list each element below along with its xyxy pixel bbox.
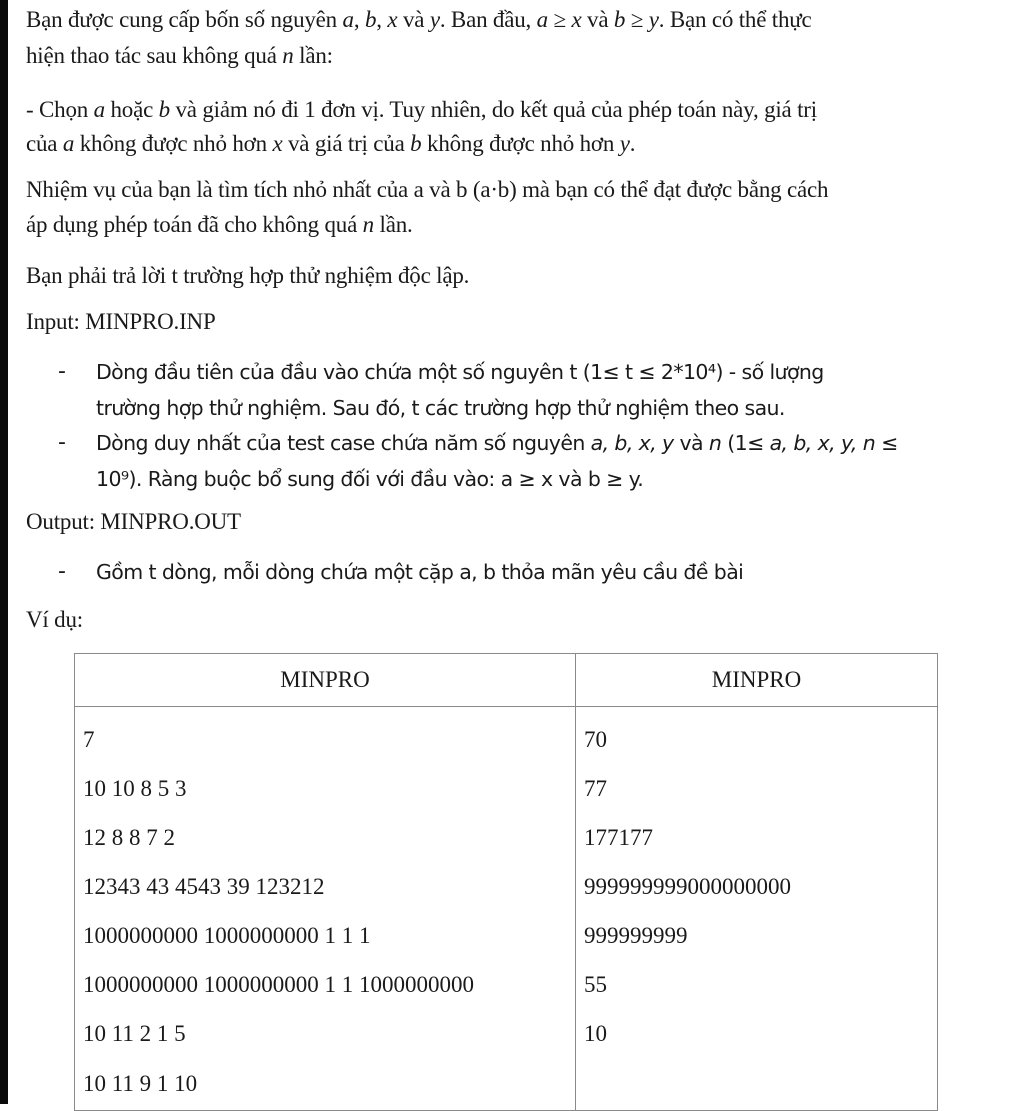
text: áp dụng phép toán đã cho không quá [26,212,363,237]
table-row [75,862,938,911]
text: và [581,7,614,32]
example-table [74,653,938,1111]
intro-line-1 [26,2,812,38]
input-cell: 1000000000 1000000000 1 1 1 [75,911,576,960]
range-vars: a, b, x, y, n [769,431,876,455]
task-line-1: Nhiệm vụ của bạn là tìm tích nhỏ nhất của a và b (a·b) mà bạn có thể đạt được bằng cách [26,177,829,202]
vars: a, b, x, y [590,431,674,455]
var-x: x [387,7,398,32]
task-line-2 [26,207,413,243]
var-n: n [282,43,294,68]
var-b: b [410,131,422,156]
bullet: - [58,430,66,455]
intro-line-2 [26,38,333,74]
text: lần. [373,212,413,237]
condition-b-y: b ≥ y [613,7,659,32]
output-cell: 177177 [576,813,938,862]
var-n: n [362,212,374,237]
example-label: Ví dụ: [26,607,83,632]
output-cell: 999999999000000000 [576,862,938,911]
input-cell: 10 11 9 1 10 [75,1058,576,1111]
table-header-row [75,654,938,707]
text: (1≤ [721,431,770,455]
output-item-1-text: Gồm t dòng, mỗi dòng chứa một cặp a, b thỏa mãn yêu cầu đề bài [96,560,744,584]
column-header-output: MINPRO [576,654,938,707]
var-a: a [342,7,354,32]
input-cell: 1000000000 1000000000 1 1 1000000000 [75,960,576,1009]
output-cell: 55 [576,960,938,1009]
var-a: a [93,97,105,122]
text: và [673,431,709,455]
bullet: - [58,559,66,584]
input-item-2-line-1 [96,425,898,461]
text: và giảm nó đi 1 đơn vị. Tuy nhiên, do kết quả của phép toán này, giá trị [169,97,817,122]
input-cell: 7 [75,707,576,765]
text: và [397,7,430,32]
text: lần: [293,43,333,68]
text: . Ban đầu, [439,7,537,32]
table-row [75,960,938,1009]
left-edge-border [0,0,8,1104]
text: ≤ [875,431,898,455]
input-heading: Input: MINPRO.INP [26,309,216,334]
text: Bạn được cung cấp bốn số nguyên [26,7,343,32]
var-b: b [158,97,170,122]
text: hoặc [104,97,159,122]
column-header-input: MINPRO [75,654,576,707]
output-cell: 10 [576,1009,938,1058]
output-cell: 77 [576,764,938,813]
text: . [629,131,636,156]
table-row [75,813,938,862]
var-n: n [708,431,722,455]
input-item-2-line-2: 10⁹). Ràng buộc bổ sung đối với đầu vào: a ≥ x và b ≥ y. [96,467,644,491]
text: . Bạn có thể thực [658,7,812,32]
tests-note: Bạn phải trả lời t trường hợp thử nghiệm độc lập. [26,263,470,288]
text: , [376,7,388,32]
var-a: a [62,131,75,156]
text: không được nhỏ hơn [74,131,273,156]
output-cell: 999999999 [576,911,938,960]
text: của [26,131,63,156]
var-y: y [619,131,630,156]
input-item-1-line-2: trường hợp thử nghiệm. Sau đó, t các trường hợp thử nghiệm theo sau. [96,396,785,420]
text: - Chọn [26,97,94,122]
input-cell: 12 8 8 7 2 [75,813,576,862]
text: không được nhỏ hơn [421,131,620,156]
table-row [75,764,938,813]
table-row [75,1009,938,1058]
input-cell: 10 11 2 1 5 [75,1009,576,1058]
input-cell: 12343 43 4543 39 123212 [75,862,576,911]
input-cell: 10 10 8 5 3 [75,764,576,813]
output-heading: Output: MINPRO.OUT [26,509,241,534]
text: Dòng duy nhất của test case chứa năm số nguyên [96,431,591,455]
input-item-1-line-1: Dòng đầu tiên của đầu vào chứa một số nguyên t (1≤ t ≤ 2*10⁴) - số lượng [96,360,824,384]
var-x: x [272,131,283,156]
table-row [75,911,938,960]
operation-line-1 [26,92,817,128]
condition-a-x: a ≥ x [536,7,582,32]
table-row [75,1058,938,1111]
text: hiện thao tác sau không quá [26,43,283,68]
table-row [75,707,938,765]
operation-line-2 [26,126,635,162]
output-cell [576,1058,938,1111]
var-b: b [364,7,377,32]
bullet: - [58,359,66,384]
text: và giá trị của [282,131,411,156]
text: , [353,7,365,32]
var-y: y [429,7,440,32]
output-cell: 70 [576,707,938,765]
